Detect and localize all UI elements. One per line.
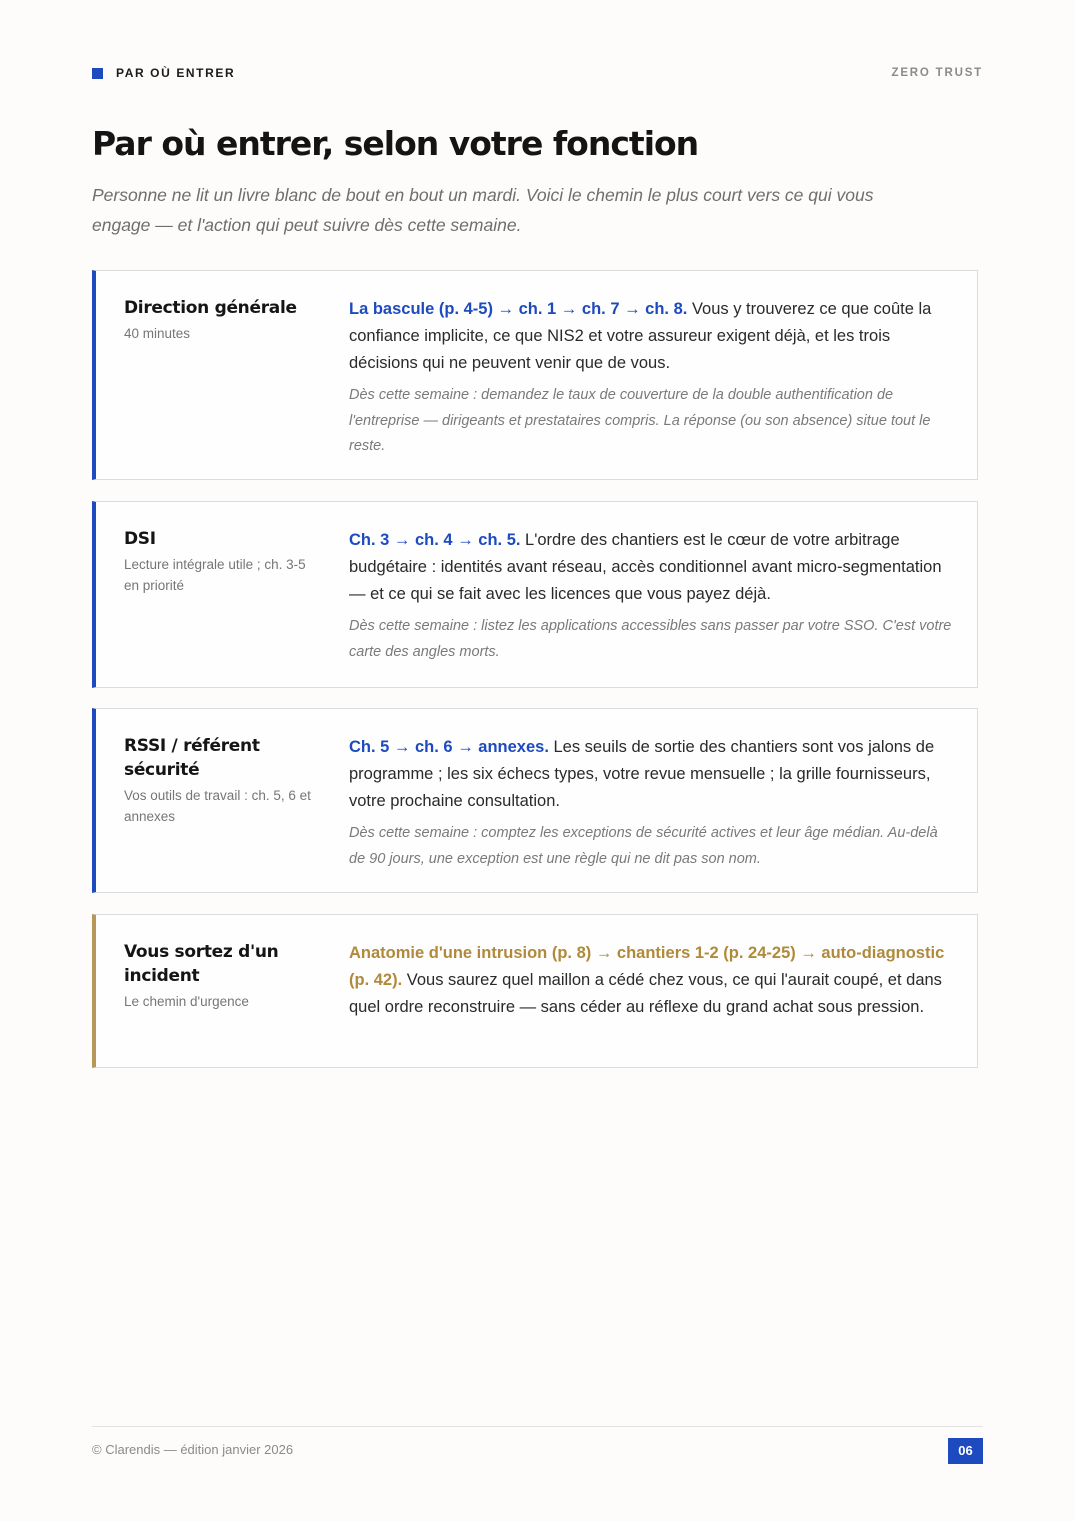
- intro-paragraph: Personne ne lit un livre blanc de bout en bout un mardi. Voici le chemin le plus court vers ce qui vous engage — et l'action qui peut suivre dès cette semaine.: [92, 185, 874, 235]
- role-title: RSSI / référent sécurité: [124, 736, 260, 780]
- page-title: Par où entrer, selon votre fonction: [92, 124, 699, 163]
- role-description-text: Vous y trouverez ce que coûte la confiance implicite, ce que NIS2 et votre assureur exigent déjà, et les trois décisions qui ne peuvent venir que de vous.: [349, 300, 932, 372]
- role-title: Vous sortez d'un incident: [124, 942, 279, 986]
- reading-path: Ch. 5 → ch. 6 → annexes.: [349, 738, 549, 756]
- reading-path: La bascule (p. 4-5) → ch. 1 → ch. 7 → ch. 8.: [349, 300, 688, 318]
- weekly-action: Dès cette semaine : comptez les exceptions de sécurité actives et leur âge médian. Au-delà de 90 jours, une exception est une règle qui ne dit pas son nom.: [349, 825, 938, 867]
- running-header: [92, 66, 983, 82]
- role-card-direction: [92, 270, 978, 480]
- role-description-text: Les seuils de sortie des chantiers sont vos jalons de programme ; les six échecs types, votre revue mensuelle ; la grille fournisseurs, votre prochaine consultation.: [349, 738, 935, 810]
- role-description: [349, 296, 954, 377]
- section-label: PAR OÙ ENTRER: [116, 66, 236, 80]
- role-duration: 40 minutes: [124, 326, 191, 341]
- role-duration: Vos outils de travail : ch. 5, 6 et annexes: [124, 788, 311, 824]
- section-marker-square-icon: [92, 68, 103, 79]
- role-title: Direction générale: [124, 298, 297, 318]
- footer-copyright: © Clarendis — édition janvier 2026: [92, 1442, 294, 1457]
- weekly-action: Dès cette semaine : listez les applications accessibles sans passer par votre SSO. C'est votre carte des angles morts.: [349, 618, 952, 660]
- weekly-action: Dès cette semaine : demandez le taux de couverture de la double authentification de l'entreprise — dirigeants et prestataires compris. La réponse (ou son absence) situe tout le reste.: [349, 387, 931, 454]
- role-card-incident: [92, 914, 978, 1068]
- role-card-rssi: [92, 708, 978, 893]
- reading-path: Ch. 3 → ch. 4 → ch. 5.: [349, 531, 521, 549]
- role-title: DSI: [124, 529, 156, 549]
- footer-divider: [92, 1426, 983, 1427]
- role-description: [349, 527, 954, 608]
- reading-path: Anatomie d'une intrusion (p. 8) → chantiers 1-2 (p. 24-25) → auto-diagnostic (p. 42).: [349, 944, 945, 989]
- section-tag: [92, 66, 235, 80]
- role-description-text: Vous saurez quel maillon a cédé chez vous, ce qui l'aurait coupé, et dans quel ordre reconstruire — sans céder au réflexe du grand achat sous pression.: [349, 971, 942, 1016]
- page: [92, 0, 983, 1521]
- role-description-text: L'ordre des chantiers est le cœur de votre arbitrage budgétaire : identités avant réseau, accès conditionnel avant micro-segmentation — et ce qui se fait avec les licences que vous payez déjà.: [349, 531, 942, 603]
- role-duration: Lecture intégrale utile ; ch. 3-5 en priorité: [124, 557, 306, 593]
- brand-label: ZERO TRUST: [891, 67, 983, 79]
- page-number-badge: 06: [948, 1438, 983, 1464]
- role-description: [349, 940, 954, 1021]
- role-duration: Le chemin d'urgence: [124, 994, 249, 1009]
- role-card-dsi: [92, 501, 978, 688]
- role-description: [349, 734, 954, 815]
